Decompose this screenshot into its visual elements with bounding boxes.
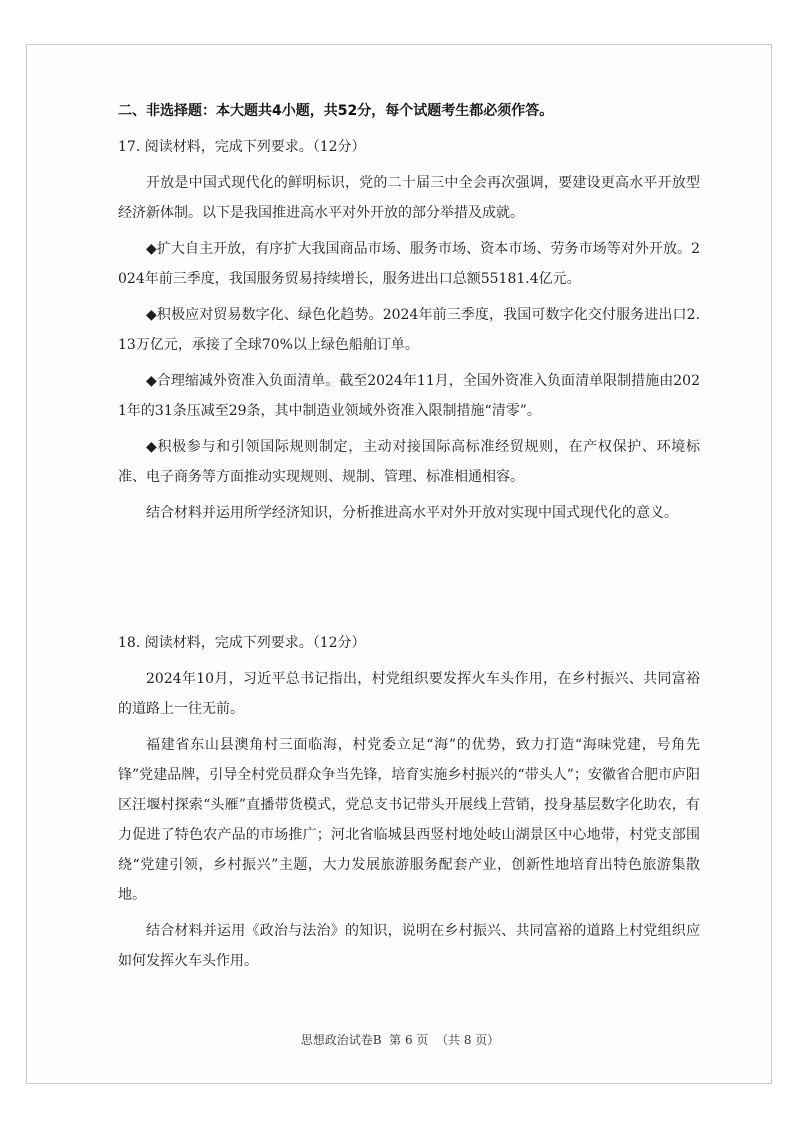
bullet-text: 截至2024年11月，全国外资准入负面清单限制措施由2021年的31条压减至29条，其中制造业领域外资准入限制措施“清零”。 — [118, 373, 700, 419]
bullet-lead: ◆合理缩减外资准入负面清单。 — [146, 373, 340, 389]
page-footer: 思想政治试卷B 第 6 页 （共 8 页） — [300, 1033, 500, 1047]
section-heading: 二、非选择题：本大题共4小题，共52分，每个试题考生都必须作答。 — [118, 103, 554, 119]
question-17-bullet-3 — [118, 366, 700, 426]
bullet-lead: ◆扩大自主开放， — [146, 241, 256, 257]
question-18-intro: 2024年10月，习近平总书记指出，村党组织要发挥火车头作用，在乡村振兴、共同富裕的道路上一往无前。 — [118, 671, 700, 717]
page-content — [118, 100, 700, 969]
bullet-lead: ◆积极应对贸易数字化、绿色化趋势。 — [146, 307, 383, 323]
question-17-task: 结合材料并运用所学经济知识，分析推进高水平对外开放对实现中国式现代化的意义。 — [146, 505, 678, 521]
question-17-bullet-1 — [118, 234, 700, 294]
bullet-text: 有序扩大我国商品市场、服务市场、资本市场、劳务市场等对外开放。2024年前三季度，我国服务贸易持续增长，服务进出口总额55181.4亿元。 — [118, 241, 700, 287]
question-17-bullet-4 — [118, 432, 700, 492]
bullet-lead: ◆积极参与和引领国际规则制定， — [146, 439, 363, 455]
question-18-material: 福建省东山县澳角村三面临海，村党委立足“海”的优势，致力打造“海味党建，号角先锋”党建品牌，引导全村党员群众争当先锋，培育实施乡村振兴的“带头人”；安徽省合肥市庐阳区汪堰村探索“头雁”直播带货模式，党总支书记带头开展线上营销，投身基层数字化助农，有力促进了特色农产品的市场推广；河北省临城县西竖村地处岐山湖景区中心地带，村党支部围绕“党建引领，乡村振兴”主题，大力发展旅游服务配套产业，创新性地培育出特色旅游集散地。 — [118, 737, 700, 903]
question-18 — [118, 632, 700, 982]
question-17-intro: 开放是中国式现代化的鲜明标识，党的二十届三中全会再次强调，要建设更高水平开放型经济新体制。以下是我国推进高水平对外开放的部分举措及成就。 — [118, 175, 700, 221]
question-17-title: 17. 阅读材料，完成下列要求。（12分） — [118, 139, 366, 155]
bullet-text: 2024年前三季度，我国可数字化交付服务进出口2.13万亿元，承接了全球70%以上绿色船舶订单。 — [118, 307, 700, 353]
question-18-title: 18. 阅读材料，完成下列要求。（12分） — [118, 635, 366, 651]
bullet-text: 主动对接国际高标准经贸规则，在产权保护、环境标准、电子商务等方面推动实现规则、规制、管理、标准相通相容。 — [118, 439, 700, 485]
question-17 — [118, 136, 700, 528]
question-18-task: 结合材料并运用《政治与法治》的知识，说明在乡村振兴、共同富裕的道路上村党组织应如何发挥火车头作用。 — [118, 923, 700, 969]
question-17-bullet-2 — [118, 300, 700, 360]
